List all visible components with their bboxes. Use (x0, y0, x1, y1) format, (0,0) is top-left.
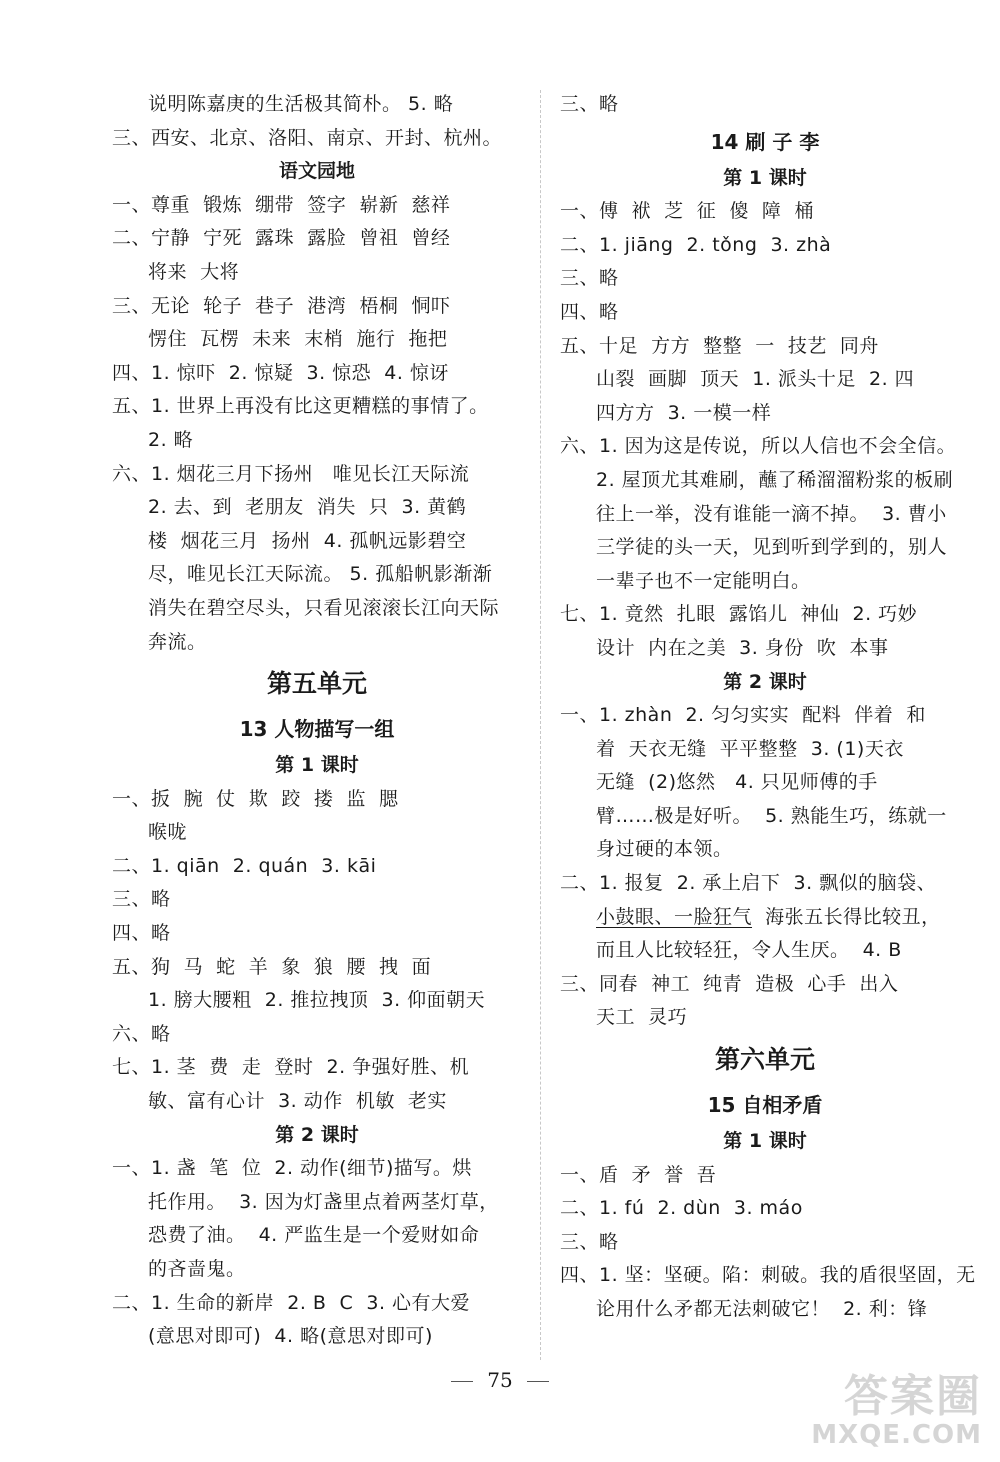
answer-line: 无缝 (2)悠然 4. 只见师傅的手 (596, 771, 878, 794)
page-number-dash-right (527, 1381, 549, 1382)
lesson-heading: 15 自相矛盾 (707, 1093, 823, 1118)
answer-line: 天工 灵巧 (596, 1006, 688, 1029)
answer-line: 愣住 瓦楞 未来 末梢 施行 拖把 (148, 328, 448, 351)
answer-line: 二、1. fú 2. dùn 3. máo (560, 1197, 803, 1220)
answer-line: 一、1. zhàn 2. 匀匀实实 配料 伴着 和 (560, 704, 926, 727)
answer-line: 三、略 (560, 267, 619, 290)
lesson-heading: 13 人物描写一组 (239, 717, 395, 742)
answer-line: 五、狗 马 蛇 羊 象 狼 腰 拽 面 (112, 955, 432, 978)
answer-line: 三、西安、北京、洛阳、南京、开封、杭州。 (112, 126, 503, 149)
answer-line: 身过硬的本领。 (596, 838, 733, 861)
section-heading: 语文园地 (278, 160, 355, 183)
answer-line: 四、略 (560, 300, 619, 323)
section-heading: 第 1 课时 (275, 754, 359, 777)
lesson-heading: 14 刷 子 李 (710, 129, 820, 154)
page-number-text: 75 (487, 1368, 513, 1392)
answer-line: 六、略 (112, 1022, 171, 1045)
answer-line: 1. 膀大腰粗 2. 推拉拽顶 3. 仰面朝天 (148, 989, 486, 1012)
answer-line: 二、宁静 宁死 露珠 露脸 曾祖 曾经 (112, 227, 451, 250)
answer-line: 而且人比较轻狂，令人生厌。 4. B (596, 939, 902, 962)
answer-line: 敏、富有心计 3. 动作 机敏 老实 (148, 1090, 447, 1113)
answer-line-suffix: 海张五长得比较丑， (752, 905, 941, 928)
answer-line: 往上一举，没有谁能一滴不掉。 3. 曹小 (596, 502, 947, 525)
watermark-logo-text: 答案圈 (844, 1371, 982, 1422)
answer-line: 臂……极是好听。 5. 熟能生巧，练就一 (596, 804, 947, 827)
answer-line: 四、1. 坚：坚硬。陷：刺破。我的盾很坚固，无 (560, 1264, 976, 1287)
answer-line: 楼 烟花三月 扬州 4. 孤帆远影碧空 (148, 529, 467, 552)
answer-line: 一、1. 盏 笔 位 2. 动作(细节)描写。烘 (112, 1157, 472, 1180)
section-heading: 第 1 课时 (723, 166, 807, 189)
watermark (772, 1360, 982, 1450)
answer-line: (意思对即可) 4. 略(意思对即可) (148, 1325, 433, 1348)
answer-line: 一、盾 矛 誉 吾 (560, 1163, 717, 1186)
answer-line: 喉咙 (148, 821, 188, 844)
underlined-text: 小鼓眼、一脸狂气 (596, 905, 753, 928)
answer-line: 三、略 (560, 1230, 619, 1253)
answer-line: 论用什么矛都无法刺破它！ 2. 利：锋 (596, 1298, 928, 1320)
column-divider (540, 90, 541, 1360)
right-column (560, 88, 976, 1327)
answer-line: 二、1. jiāng 2. tǒng 3. zhà (560, 233, 832, 256)
answer-line: 一、尊重 锻炼 绷带 签字 崭新 慈祥 (112, 193, 451, 216)
answer-line: 恐费了油。 4. 严监生是一个爱财如命 (148, 1224, 480, 1247)
answer-line: 的吝啬鬼。 (148, 1258, 246, 1280)
answer-line: 三、略 (560, 93, 619, 115)
answer-line: 着 天衣无缝 平平整整 3. (1)天衣 (596, 737, 904, 760)
answer-line: 2. 去、到 老朋友 消失 只 3. 黄鹤 (148, 496, 467, 519)
answer-line: 一、扳 腕 仗 欺 跤 搂 监 腮 (112, 787, 399, 810)
answer-line: 二、1. 报复 2. 承上启下 3. 飘似的脑袋、 (560, 872, 937, 895)
unit-heading: 第六单元 (714, 1045, 815, 1075)
section-heading: 第 1 课时 (723, 1130, 807, 1153)
answer-line: 二、1. qiān 2. quán 3. kāi (112, 854, 377, 877)
page-number-dash-left (451, 1381, 473, 1382)
answer-line: 2. 屋顶尤其难刷，蘸了稀溜溜粉浆的板刷 (596, 468, 954, 491)
answer-line: 消失在碧空尽头，只看见滚滚长江向天际 (148, 596, 500, 619)
answer-line: 山裂 画脚 顶天 1. 派头十足 2. 四 (596, 368, 915, 391)
answer-line: 三、略 (112, 888, 171, 911)
answer-line: 二、1. 生命的新岸 2. B C 3. 心有大爱 (112, 1291, 471, 1314)
answer-line: 三学徒的头一天，见到听到学到的，别人 (596, 536, 948, 559)
unit-heading: 第五单元 (266, 669, 367, 699)
answer-line: 一、傅 袱 芝 征 傻 障 桶 (560, 200, 814, 223)
answer-line: 一辈子也不一定能明白。 (596, 569, 811, 592)
answer-line: 说明陈嘉庚的生活极其简朴。 5. 略 (148, 93, 454, 115)
answer-line: 将来 大将 (148, 260, 240, 283)
answer-line: 四方方 3. 一模一样 (596, 401, 772, 424)
answer-line: 四、1. 惊吓 2. 惊疑 3. 惊恐 4. 惊讶 (112, 361, 449, 384)
answer-line (560, 901, 970, 935)
watermark-url-text: MXQE.COM (811, 1420, 982, 1450)
answer-line: 七、1. 茎 费 走 登时 2. 争强好胜、机 (112, 1056, 470, 1079)
section-heading: 第 2 课时 (275, 1123, 359, 1146)
left-column (112, 88, 522, 1354)
answer-line: 三、无论 轮子 巷子 港湾 梧桐 恫吓 (112, 294, 451, 317)
answer-line: 七、1. 竟然 扎眼 露馅儿 神仙 2. 巧妙 (560, 603, 918, 626)
answer-line: 三、同春 神工 纯青 造极 心手 出入 (560, 972, 899, 995)
answer-line: 设计 内在之美 3. 身份 吹 本事 (596, 636, 889, 659)
answer-line: 托作用。 3. 因为灯盏里点着两茎灯草， (148, 1190, 499, 1213)
answer-line: 六、1. 烟花三月下扬州 唯见长江天际流 (112, 462, 470, 485)
answer-line: 六、1. 因为这是传说，所以人信也不会全信。 (560, 435, 957, 458)
answer-line: 五、1. 世界上再没有比这更糟糕的事情了。 (112, 395, 489, 418)
answer-line: 2. 略 (148, 428, 194, 451)
answer-line: 五、十足 方方 整整 一 技艺 同舟 (560, 334, 879, 357)
answer-line: 尽，唯见长江天际流。 5. 孤船帆影渐渐 (148, 563, 493, 586)
section-heading: 第 2 课时 (723, 670, 807, 693)
answer-line: 奔流。 (148, 630, 207, 653)
answer-line: 四、略 (112, 922, 171, 945)
